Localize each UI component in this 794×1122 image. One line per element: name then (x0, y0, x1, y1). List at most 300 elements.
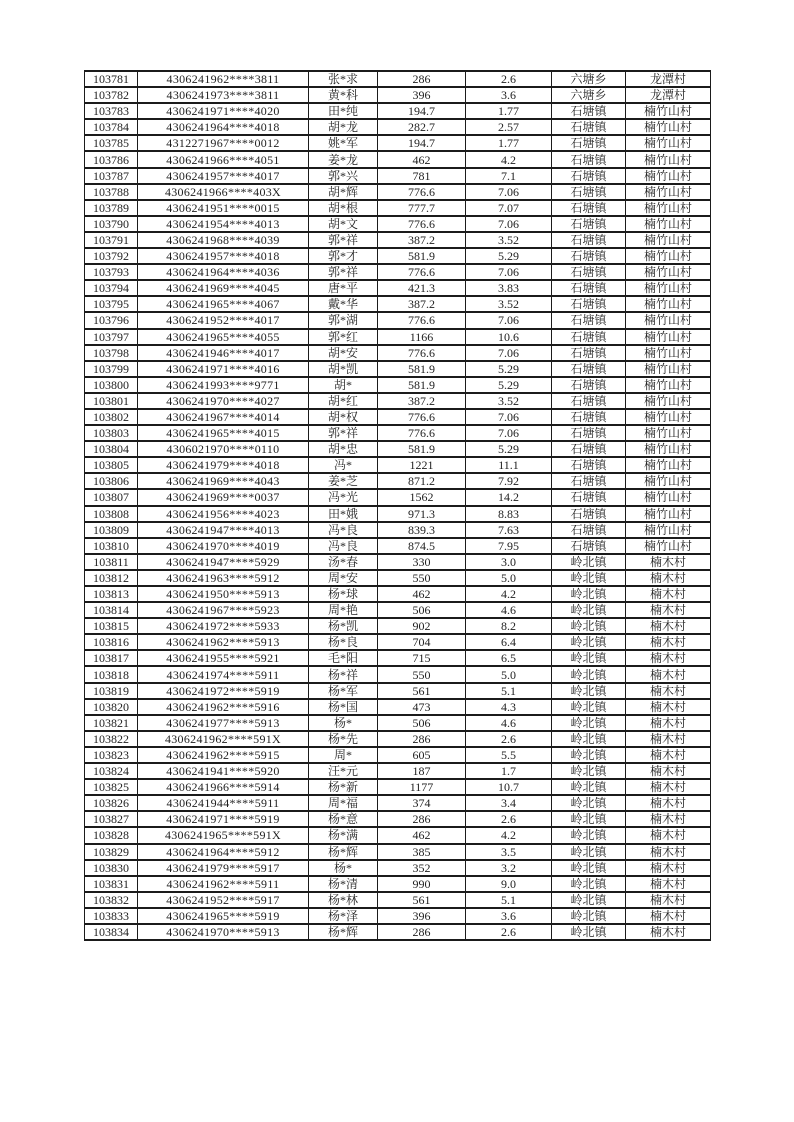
records-table (84, 70, 711, 941)
cell-seq: 103811 (85, 554, 138, 570)
cell-idnum: 4306241964****5912 (138, 844, 309, 860)
cell-village: 楠竹山村 (626, 280, 711, 296)
cell-village: 楠竹山村 (626, 248, 711, 264)
cell-name: 田*娥 (309, 506, 378, 522)
cell-name: 杨*清 (309, 876, 378, 892)
cell-area: 7.06 (466, 345, 552, 361)
cell-name: 周*安 (309, 570, 378, 586)
cell-idnum: 4306241947****4013 (138, 522, 309, 538)
table-row (85, 602, 711, 618)
cell-area: 8.2 (466, 618, 552, 634)
table-row (85, 844, 711, 860)
cell-idnum: 4306241962****5913 (138, 634, 309, 650)
cell-town: 石塘镇 (552, 168, 626, 184)
cell-village: 楠竹山村 (626, 522, 711, 538)
cell-area: 2.6 (466, 731, 552, 747)
cell-village: 楠木村 (626, 827, 711, 843)
cell-village: 楠竹山村 (626, 393, 711, 409)
cell-town: 岭北镇 (552, 731, 626, 747)
cell-idnum: 4306021970****0110 (138, 441, 309, 457)
cell-town: 岭北镇 (552, 715, 626, 731)
cell-seq: 103810 (85, 538, 138, 554)
cell-idnum: 4306241952****4017 (138, 312, 309, 328)
cell-seq: 103792 (85, 248, 138, 264)
cell-town: 石塘镇 (552, 393, 626, 409)
cell-seq: 103822 (85, 731, 138, 747)
cell-village: 楠竹山村 (626, 457, 711, 473)
cell-area: 7.06 (466, 264, 552, 280)
cell-village: 楠竹山村 (626, 135, 711, 151)
table-row (85, 747, 711, 763)
cell-idnum: 4306241971****4016 (138, 361, 309, 377)
cell-idnum: 4306241965****4015 (138, 425, 309, 441)
cell-town: 石塘镇 (552, 103, 626, 119)
cell-name: 郭*才 (309, 248, 378, 264)
cell-idnum: 4306241972****5919 (138, 683, 309, 699)
cell-town: 石塘镇 (552, 200, 626, 216)
cell-seq: 103806 (85, 473, 138, 489)
cell-town: 石塘镇 (552, 473, 626, 489)
cell-area: 5.1 (466, 683, 552, 699)
cell-seq: 103799 (85, 361, 138, 377)
cell-area: 3.2 (466, 860, 552, 876)
cell-village: 楠竹山村 (626, 232, 711, 248)
cell-area: 3.6 (466, 908, 552, 924)
cell-area: 7.1 (466, 168, 552, 184)
cell-area: 2.6 (466, 71, 552, 87)
cell-area: 7.95 (466, 538, 552, 554)
cell-village: 楠木村 (626, 731, 711, 747)
cell-amount: 781 (378, 168, 466, 184)
cell-town: 六塘乡 (552, 71, 626, 87)
cell-idnum: 4306241966****5914 (138, 779, 309, 795)
table-row (85, 538, 711, 554)
cell-idnum: 4306241957****4017 (138, 168, 309, 184)
table-row (85, 135, 711, 151)
cell-amount: 352 (378, 860, 466, 876)
cell-name: 杨*凯 (309, 618, 378, 634)
cell-name: 杨*满 (309, 827, 378, 843)
cell-idnum: 4306241962****5911 (138, 876, 309, 892)
cell-name: 胡*凯 (309, 361, 378, 377)
cell-village: 楠木村 (626, 602, 711, 618)
cell-town: 岭北镇 (552, 876, 626, 892)
cell-idnum: 4306241965****5919 (138, 908, 309, 924)
cell-area: 5.0 (466, 666, 552, 682)
cell-amount: 462 (378, 151, 466, 167)
cell-idnum: 4306241944****5911 (138, 795, 309, 811)
cell-idnum: 4306241970****4027 (138, 393, 309, 409)
cell-idnum: 4306241957****4018 (138, 248, 309, 264)
cell-area: 2.57 (466, 119, 552, 135)
cell-village: 楠竹山村 (626, 409, 711, 425)
cell-amount: 286 (378, 924, 466, 940)
cell-idnum: 4306241967****4014 (138, 409, 309, 425)
cell-seq: 103803 (85, 425, 138, 441)
cell-town: 岭北镇 (552, 602, 626, 618)
cell-idnum: 4306241969****4043 (138, 473, 309, 489)
cell-idnum: 4306241971****5919 (138, 811, 309, 827)
cell-idnum: 4306241970****5913 (138, 924, 309, 940)
table-row (85, 168, 711, 184)
cell-seq: 103818 (85, 666, 138, 682)
cell-town: 六塘乡 (552, 87, 626, 103)
cell-amount: 581.9 (378, 248, 466, 264)
cell-village: 楠木村 (626, 699, 711, 715)
cell-idnum: 4306241974****5911 (138, 666, 309, 682)
cell-village: 楠竹山村 (626, 441, 711, 457)
cell-idnum: 4306241962****3811 (138, 71, 309, 87)
cell-name: 胡*辉 (309, 184, 378, 200)
cell-village: 楠木村 (626, 779, 711, 795)
cell-amount: 871.2 (378, 473, 466, 489)
cell-town: 岭北镇 (552, 586, 626, 602)
cell-area: 1.77 (466, 103, 552, 119)
cell-amount: 1562 (378, 489, 466, 505)
cell-seq: 103825 (85, 779, 138, 795)
cell-village: 楠竹山村 (626, 489, 711, 505)
table-row (85, 71, 711, 87)
cell-name: 郭*祥 (309, 232, 378, 248)
cell-village: 楠木村 (626, 570, 711, 586)
cell-town: 岭北镇 (552, 570, 626, 586)
cell-name: 冯*良 (309, 538, 378, 554)
cell-idnum: 4312271967****0012 (138, 135, 309, 151)
cell-town: 岭北镇 (552, 892, 626, 908)
cell-village: 楠竹山村 (626, 538, 711, 554)
cell-village: 楠竹山村 (626, 216, 711, 232)
cell-idnum: 4306241962****5916 (138, 699, 309, 715)
cell-name: 杨*新 (309, 779, 378, 795)
table-row (85, 699, 711, 715)
table-row (85, 457, 711, 473)
cell-amount: 561 (378, 892, 466, 908)
cell-seq: 103787 (85, 168, 138, 184)
cell-village: 楠木村 (626, 747, 711, 763)
cell-village: 龙潭村 (626, 87, 711, 103)
cell-area: 4.6 (466, 602, 552, 618)
cell-seq: 103828 (85, 827, 138, 843)
cell-amount: 990 (378, 876, 466, 892)
cell-area: 7.06 (466, 216, 552, 232)
cell-town: 岭北镇 (552, 554, 626, 570)
cell-amount: 374 (378, 795, 466, 811)
cell-seq: 103808 (85, 506, 138, 522)
cell-name: 汪*元 (309, 763, 378, 779)
cell-seq: 103827 (85, 811, 138, 827)
table-row (85, 393, 711, 409)
cell-amount: 187 (378, 763, 466, 779)
cell-idnum: 4306241952****5917 (138, 892, 309, 908)
cell-idnum: 4306241965****591X (138, 827, 309, 843)
cell-seq: 103781 (85, 71, 138, 87)
cell-amount: 194.7 (378, 103, 466, 119)
cell-village: 楠木村 (626, 554, 711, 570)
cell-seq: 103805 (85, 457, 138, 473)
cell-idnum: 4306241977****5913 (138, 715, 309, 731)
cell-amount: 286 (378, 811, 466, 827)
cell-seq: 103830 (85, 860, 138, 876)
table-row (85, 860, 711, 876)
cell-village: 楠木村 (626, 795, 711, 811)
cell-amount: 194.7 (378, 135, 466, 151)
cell-name: 汤*春 (309, 554, 378, 570)
cell-town: 岭北镇 (552, 860, 626, 876)
cell-town: 岭北镇 (552, 650, 626, 666)
cell-seq: 103800 (85, 377, 138, 393)
cell-town: 石塘镇 (552, 489, 626, 505)
cell-town: 石塘镇 (552, 457, 626, 473)
table-row (85, 795, 711, 811)
cell-town: 石塘镇 (552, 538, 626, 554)
cell-village: 楠木村 (626, 860, 711, 876)
cell-amount: 777.7 (378, 200, 466, 216)
cell-seq: 103816 (85, 634, 138, 650)
table-row (85, 216, 711, 232)
cell-name: 杨*球 (309, 586, 378, 602)
cell-name: 胡* (309, 377, 378, 393)
cell-town: 岭北镇 (552, 618, 626, 634)
cell-area: 7.06 (466, 409, 552, 425)
cell-area: 5.29 (466, 361, 552, 377)
cell-amount: 506 (378, 715, 466, 731)
cell-amount: 776.6 (378, 184, 466, 200)
cell-town: 岭北镇 (552, 683, 626, 699)
cell-name: 杨*国 (309, 699, 378, 715)
cell-idnum: 4306241962****591X (138, 731, 309, 747)
cell-amount: 715 (378, 650, 466, 666)
cell-area: 11.1 (466, 457, 552, 473)
table-row (85, 634, 711, 650)
cell-village: 楠竹山村 (626, 184, 711, 200)
cell-area: 3.52 (466, 296, 552, 312)
cell-idnum: 4306241979****5917 (138, 860, 309, 876)
cell-town: 石塘镇 (552, 409, 626, 425)
cell-area: 4.2 (466, 827, 552, 843)
cell-seq: 103824 (85, 763, 138, 779)
cell-amount: 605 (378, 747, 466, 763)
cell-seq: 103832 (85, 892, 138, 908)
cell-idnum: 4306241954****4013 (138, 216, 309, 232)
cell-village: 楠木村 (626, 763, 711, 779)
cell-village: 楠木村 (626, 618, 711, 634)
cell-name: 胡*忠 (309, 441, 378, 457)
cell-amount: 839.3 (378, 522, 466, 538)
cell-village: 楠木村 (626, 811, 711, 827)
cell-idnum: 4306241969****0037 (138, 489, 309, 505)
table-row (85, 570, 711, 586)
cell-idnum: 4306241970****4019 (138, 538, 309, 554)
cell-area: 1.7 (466, 763, 552, 779)
cell-idnum: 4306241973****3811 (138, 87, 309, 103)
cell-village: 楠木村 (626, 876, 711, 892)
cell-town: 岭北镇 (552, 795, 626, 811)
cell-village: 楠木村 (626, 844, 711, 860)
cell-area: 3.52 (466, 393, 552, 409)
cell-name: 杨*辉 (309, 844, 378, 860)
table-row (85, 892, 711, 908)
cell-amount: 1177 (378, 779, 466, 795)
table-row (85, 425, 711, 441)
cell-area: 5.29 (466, 248, 552, 264)
cell-amount: 1166 (378, 329, 466, 345)
cell-area: 7.63 (466, 522, 552, 538)
cell-name: 郭*兴 (309, 168, 378, 184)
cell-village: 楠竹山村 (626, 296, 711, 312)
cell-seq: 103788 (85, 184, 138, 200)
cell-town: 石塘镇 (552, 135, 626, 151)
table-row (85, 827, 711, 843)
cell-area: 7.92 (466, 473, 552, 489)
cell-area: 4.3 (466, 699, 552, 715)
cell-seq: 103807 (85, 489, 138, 505)
cell-amount: 550 (378, 570, 466, 586)
cell-town: 石塘镇 (552, 345, 626, 361)
table-row (85, 312, 711, 328)
cell-area: 3.4 (466, 795, 552, 811)
cell-amount: 462 (378, 827, 466, 843)
cell-name: 胡*文 (309, 216, 378, 232)
cell-town: 石塘镇 (552, 522, 626, 538)
table-row (85, 618, 711, 634)
cell-name: 胡*安 (309, 345, 378, 361)
cell-seq: 103815 (85, 618, 138, 634)
cell-idnum: 4306241972****5933 (138, 618, 309, 634)
cell-idnum: 4306241951****0015 (138, 200, 309, 216)
cell-area: 5.29 (466, 377, 552, 393)
cell-amount: 581.9 (378, 441, 466, 457)
table-row (85, 119, 711, 135)
cell-village: 楠竹山村 (626, 329, 711, 345)
cell-village: 楠木村 (626, 892, 711, 908)
cell-village: 楠木村 (626, 683, 711, 699)
cell-town: 石塘镇 (552, 232, 626, 248)
cell-area: 8.83 (466, 506, 552, 522)
cell-town: 石塘镇 (552, 425, 626, 441)
cell-seq: 103784 (85, 119, 138, 135)
cell-seq: 103783 (85, 103, 138, 119)
cell-village: 楠竹山村 (626, 103, 711, 119)
cell-idnum: 4306241962****5915 (138, 747, 309, 763)
table-row (85, 361, 711, 377)
table-row (85, 87, 711, 103)
cell-area: 7.06 (466, 312, 552, 328)
cell-amount: 282.7 (378, 119, 466, 135)
cell-seq: 103831 (85, 876, 138, 892)
cell-town: 岭北镇 (552, 908, 626, 924)
cell-town: 石塘镇 (552, 441, 626, 457)
cell-idnum: 4306241965****4067 (138, 296, 309, 312)
cell-name: 冯*良 (309, 522, 378, 538)
table-row (85, 473, 711, 489)
cell-town: 石塘镇 (552, 184, 626, 200)
table-row (85, 103, 711, 119)
cell-seq: 103814 (85, 602, 138, 618)
cell-idnum: 4306241971****4020 (138, 103, 309, 119)
cell-town: 岭北镇 (552, 844, 626, 860)
cell-seq: 103791 (85, 232, 138, 248)
cell-village: 楠木村 (626, 908, 711, 924)
cell-area: 3.6 (466, 87, 552, 103)
cell-name: 冯* (309, 457, 378, 473)
cell-village: 楠竹山村 (626, 473, 711, 489)
cell-area: 9.0 (466, 876, 552, 892)
cell-seq: 103821 (85, 715, 138, 731)
cell-seq: 103785 (85, 135, 138, 151)
cell-seq: 103826 (85, 795, 138, 811)
cell-amount: 776.6 (378, 264, 466, 280)
cell-name: 胡*红 (309, 393, 378, 409)
cell-village: 楠竹山村 (626, 200, 711, 216)
cell-town: 岭北镇 (552, 763, 626, 779)
cell-seq: 103793 (85, 264, 138, 280)
cell-area: 7.06 (466, 425, 552, 441)
cell-amount: 971.3 (378, 506, 466, 522)
cell-amount: 776.6 (378, 409, 466, 425)
cell-name: 杨*良 (309, 634, 378, 650)
cell-seq: 103790 (85, 216, 138, 232)
cell-village: 楠竹山村 (626, 168, 711, 184)
table-row (85, 264, 711, 280)
cell-area: 10.6 (466, 329, 552, 345)
cell-name: 郭*红 (309, 329, 378, 345)
cell-town: 石塘镇 (552, 361, 626, 377)
cell-town: 岭北镇 (552, 827, 626, 843)
table-row (85, 666, 711, 682)
cell-idnum: 4306241956****4023 (138, 506, 309, 522)
table-row (85, 586, 711, 602)
cell-amount: 421.3 (378, 280, 466, 296)
cell-name: 姚*军 (309, 135, 378, 151)
cell-name: 张*求 (309, 71, 378, 87)
cell-seq: 103796 (85, 312, 138, 328)
cell-seq: 103819 (85, 683, 138, 699)
cell-name: 田*纯 (309, 103, 378, 119)
cell-town: 石塘镇 (552, 264, 626, 280)
cell-seq: 103823 (85, 747, 138, 763)
cell-name: 郭*湖 (309, 312, 378, 328)
cell-area: 14.2 (466, 489, 552, 505)
cell-seq: 103795 (85, 296, 138, 312)
cell-town: 岭北镇 (552, 699, 626, 715)
cell-area: 2.6 (466, 924, 552, 940)
cell-area: 3.5 (466, 844, 552, 860)
cell-area: 7.06 (466, 184, 552, 200)
cell-amount: 387.2 (378, 296, 466, 312)
table-row (85, 345, 711, 361)
table-row (85, 811, 711, 827)
cell-area: 7.07 (466, 200, 552, 216)
table-row (85, 554, 711, 570)
cell-area: 5.0 (466, 570, 552, 586)
cell-idnum: 4306241964****4036 (138, 264, 309, 280)
cell-seq: 103834 (85, 924, 138, 940)
cell-town: 石塘镇 (552, 216, 626, 232)
cell-name: 郭*祥 (309, 264, 378, 280)
cell-seq: 103789 (85, 200, 138, 216)
cell-idnum: 4306241947****5929 (138, 554, 309, 570)
cell-town: 岭北镇 (552, 811, 626, 827)
cell-seq: 103829 (85, 844, 138, 860)
cell-town: 岭北镇 (552, 779, 626, 795)
cell-town: 石塘镇 (552, 377, 626, 393)
cell-village: 楠木村 (626, 586, 711, 602)
cell-area: 6.5 (466, 650, 552, 666)
cell-name: 周*福 (309, 795, 378, 811)
table-row (85, 908, 711, 924)
cell-idnum: 4306241979****4018 (138, 457, 309, 473)
cell-area: 3.0 (466, 554, 552, 570)
